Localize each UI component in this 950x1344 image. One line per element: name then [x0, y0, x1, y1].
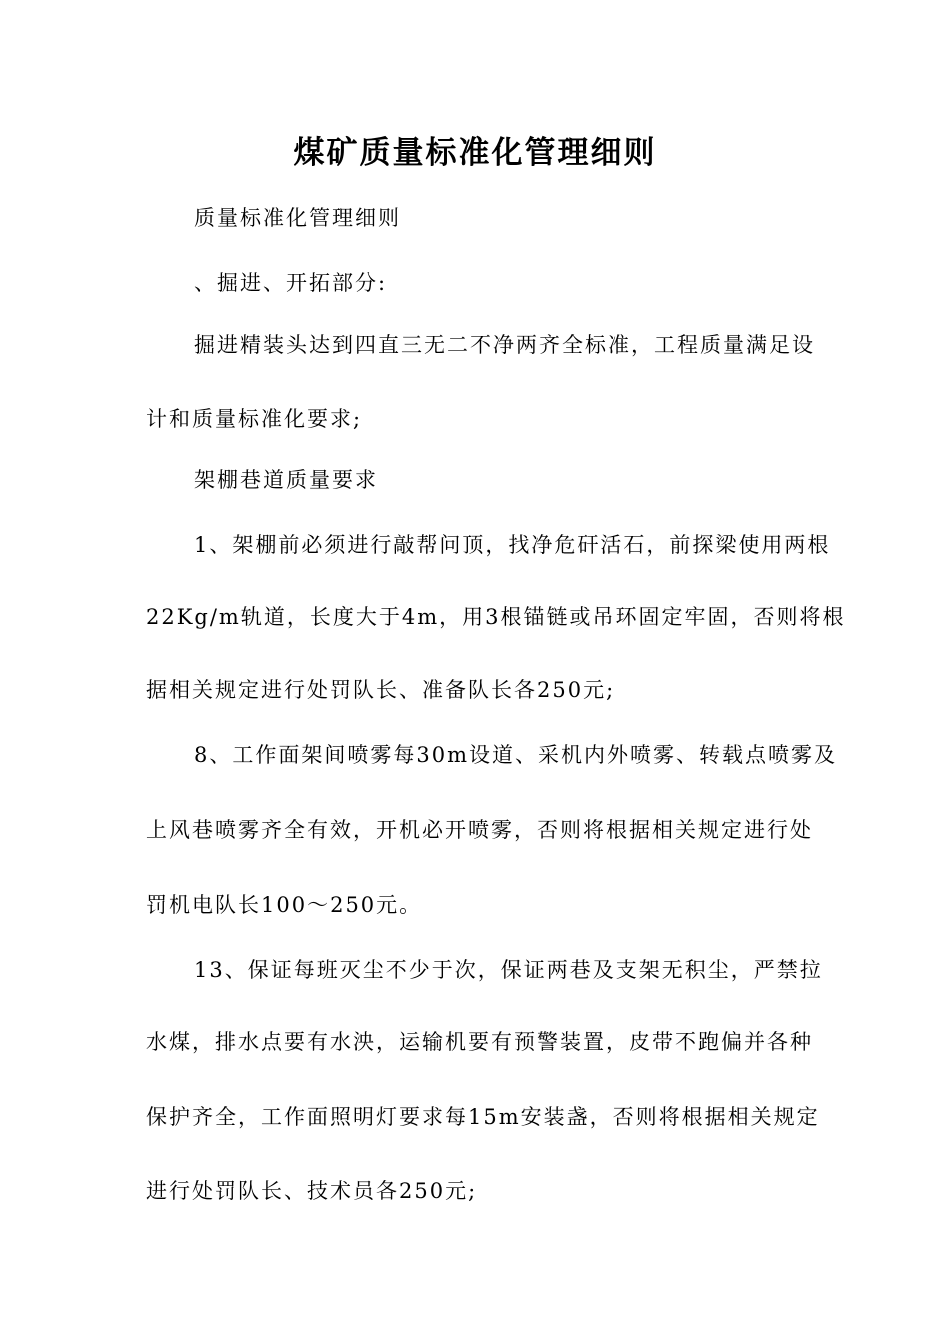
paragraph-line: 保护齐全，工作面照明灯要求每15m安装盏，否则将根据相关规定 — [146, 1105, 820, 1129]
paragraph-line: 上风巷喷雾齐全有效，开机必开喷雾，否则将根据相关规定进行处 — [146, 818, 813, 842]
paragraph-line: 、掘进、开拓部分: — [194, 271, 388, 295]
paragraph-line: 13、保证每班灭尘不少于次，保证两巷及支架无积尘，严禁拉 — [194, 958, 823, 982]
paragraph-line: 掘进精装头达到四直三无二不净两齐全标准，工程质量满足设 — [194, 333, 815, 357]
paragraph-line: 质量标准化管理细则 — [194, 206, 401, 230]
paragraph-line: 1、架棚前必须进行敲帮问顶，找净危矸活石，前探梁使用两根 — [194, 533, 831, 557]
paragraph-line: 架棚巷道质量要求 — [194, 468, 378, 492]
paragraph-line: 据相关规定进行处罚队长、准备队长各250元; — [146, 678, 616, 702]
paragraph-line: 8、工作面架间喷雾每30m设道、采机内外喷雾、转载点喷雾及 — [194, 743, 837, 767]
paragraph-line: 22Kg/m轨道，长度大于4m，用3根锚链或吊环固定牢固，否则将根 — [146, 605, 846, 629]
paragraph-line: 罚机电队长100～250元。 — [146, 893, 423, 917]
paragraph-line: 计和质量标准化要求; — [146, 407, 363, 431]
paragraph-line: 进行处罚队长、技术员各250元; — [146, 1179, 478, 1203]
document-title: 煤矿质量标准化管理细则 — [293, 135, 657, 171]
paragraph-line: 水煤，排水点要有水泱，运输机要有预警装置，皮带不跑偏并各种 — [146, 1030, 813, 1054]
